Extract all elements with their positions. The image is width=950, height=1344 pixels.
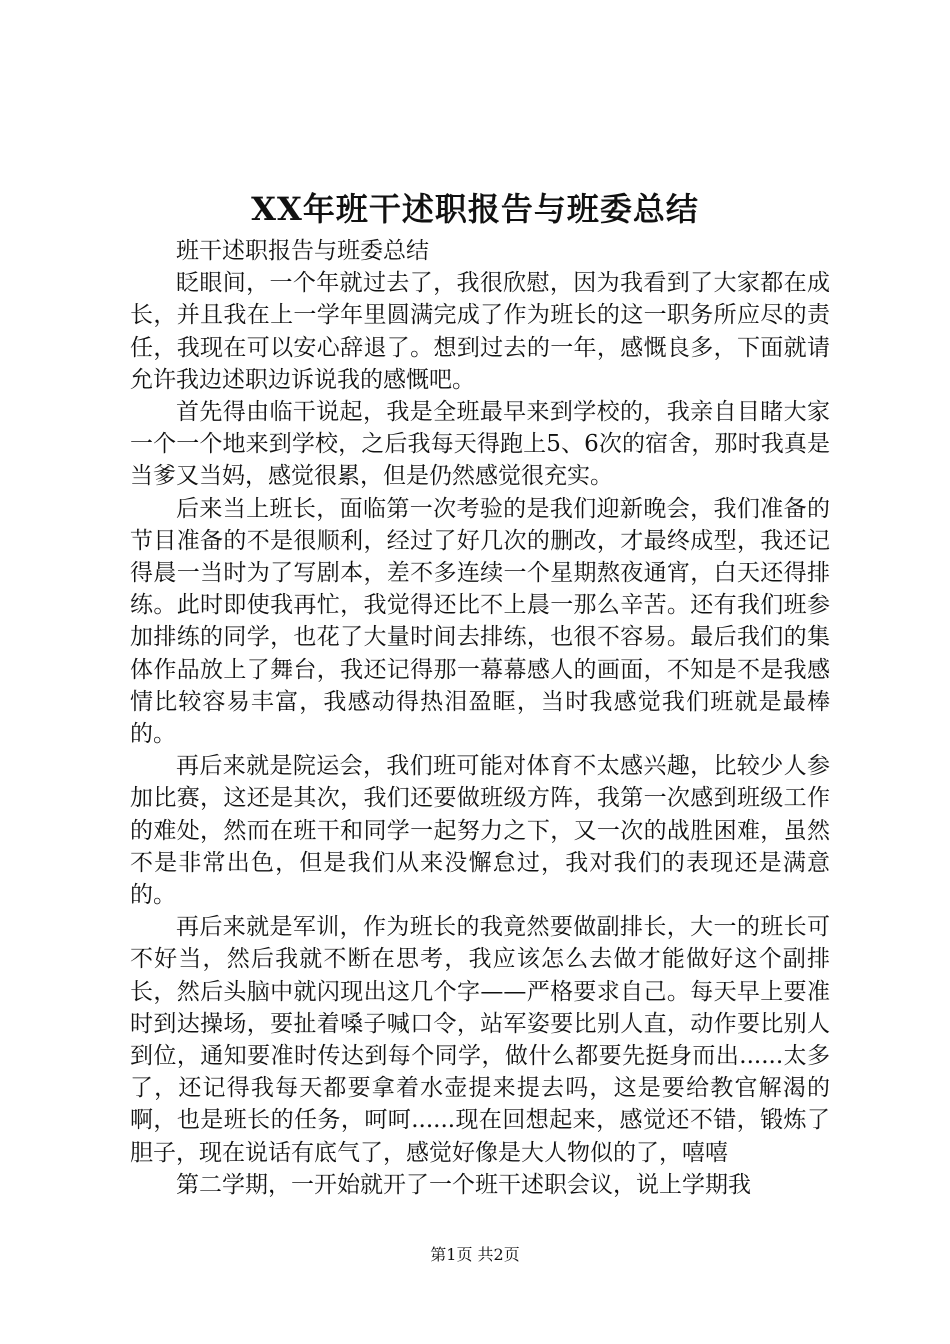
paragraph-subtitle: 班干述职报告与班委总结 — [176, 238, 429, 264]
paragraph: 第二学期，一开始就开了一个班干述职会议，说上学期我 — [176, 1171, 751, 1198]
document-body — [130, 235, 830, 1201]
paragraph: 后来当上班长，面临第一次考验的是我们迎新晚会，我们准备的节目准备的不是很顺利，经过了好几次的删改，才最终成型，我还记得晨一当时为了写剧本，差不多连续一个星期熬夜通宵，白天还得排练。此时即使我再忙，我觉得还比不上晨一那么辛苦。还有我们班参加排练的同学，也花了大量时间去排练，也很不容易。最后我们的集体作品放上了舞台，我还记得那一幕幕感人的画面，不知是不是我感情比较容易丰富，我感动得热泪盈眶，当时我感觉我们班就是最棒的。 — [130, 495, 830, 748]
page-number-footer: 第1页 共2页 — [430, 1245, 520, 1264]
paragraph: 首先得由临干说起，我是全班最早来到学校的，我亲自目睹大家一个一个地来到学校，之后我每天得跑上5、6次的宿舍，那时我真是当爹又当妈，感觉很累，但是仍然感觉很充实。 — [130, 399, 830, 490]
document-title: XX年班干述职报告与班委总结 — [251, 190, 699, 228]
paragraph: 再后来就是院运会，我们班可能对体育不太感兴趣，比较少人参加比赛，这还是其次，我们还要做班级方阵，我第一次感到班级工作的难处，然而在班干和同学一起努力之下，又一次的战胜困难，虽然不是非常出色，但是我们从来没懈怠过，我对我们的表现还是满意的。 — [130, 753, 830, 909]
paragraph: 眨眼间，一个年就过去了，我很欣慰，因为我看到了大家都在成长，并且我在上一学年里圆满完成了作为班长的这一职务所应尽的责任，我现在可以安心辞退了。想到过去的一年，感慨良多，下面就请允许我边述职边诉说我的感慨吧。 — [130, 270, 830, 393]
paragraph: 再后来就是军训，作为班长的我竟然要做副排长，大一的班长可不好当，然后我就不断在思考，我应该怎么去做才能做好这个副排长，然后头脑中就闪现出这几个字——严格要求自己。每天早上要准时到达操场，要扯着嗓子喊口令，站军姿要比别人直，动作要比别人到位，通知要准时传达到每个同学，做什么都要先挺身而出......太多了，还记得我每天都要拿着水壶提来提去吗，这是要给教官解渴的啊，也是班长的任务，呵呵......现在回想起来，感觉还不错，锻炼了胆子，现在说话有底气了，感觉好像是大人物似的了，嘻嘻 — [130, 914, 830, 1166]
